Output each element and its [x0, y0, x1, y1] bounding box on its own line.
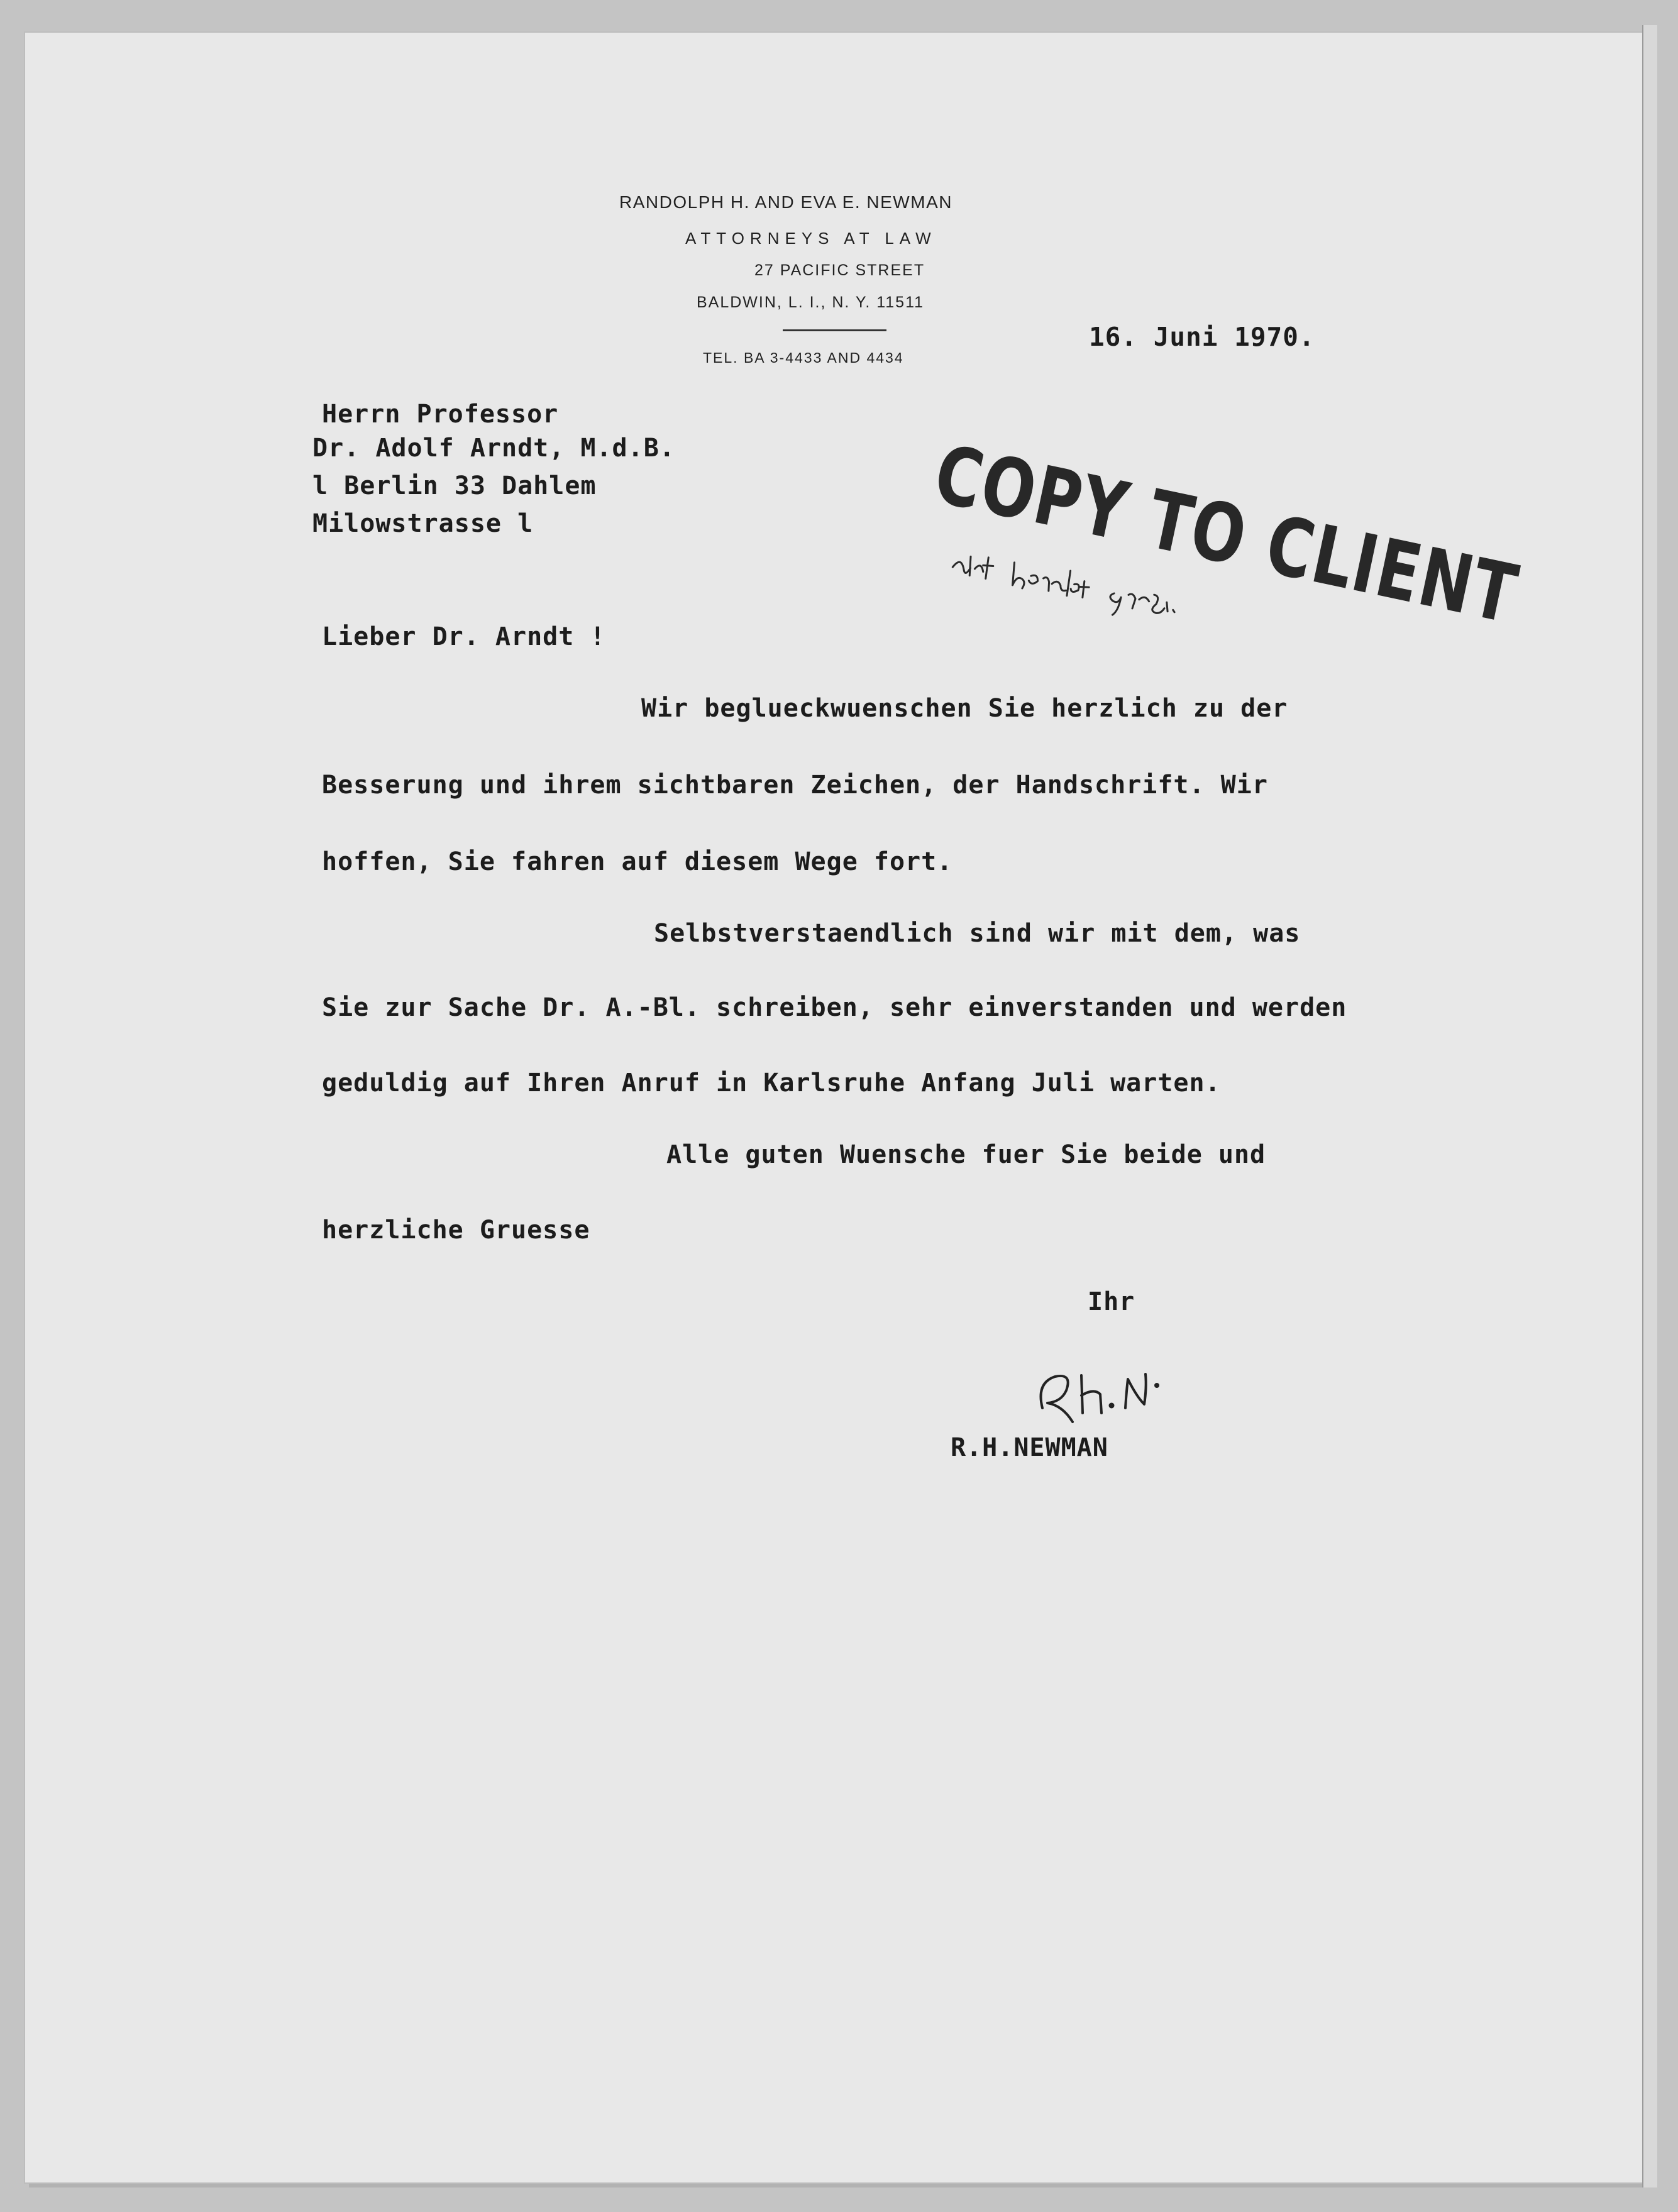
letterhead-divider: [783, 329, 886, 331]
recipient-line-3: l Berlin 33 Dahlem: [312, 471, 597, 500]
recipient-line-1: Herrn Professor: [322, 400, 559, 429]
recipient-line-2: Dr. Adolf Arndt, M.d.B.: [312, 434, 675, 463]
salutation: Lieber Dr. Arndt !: [322, 622, 606, 651]
signatory-name: R.H.NEWMAN: [951, 1433, 1108, 1462]
closing: Ihr: [1088, 1287, 1135, 1316]
body-line-3: hoffen, Sie fahren auf diesem Wege fort.: [322, 847, 953, 876]
letter-date: 16. Juni 1970.: [1089, 322, 1315, 352]
copy-to-client-stamp: COPY TO CLIENT: [927, 427, 1526, 642]
letterhead-phone: TEL. BA 3-4433 AND 4434: [703, 349, 904, 366]
letterhead-city: BALDWIN, L. I., N. Y. 11511: [697, 294, 925, 311]
body-line-1: Wir beglueckwuenschen Sie herzlich zu der: [641, 694, 1288, 723]
page-edge: [1642, 25, 1657, 2187]
body-line-2: Besserung und ihrem sichtbaren Zeichen, der Handschrift. Wir: [322, 771, 1268, 800]
body-line-4: Selbstverstaendlich sind wir mit dem, was: [654, 919, 1301, 948]
recipient-line-4: Milowstrasse l: [312, 509, 534, 538]
body-line-5: Sie zur Sache Dr. A.-Bl. schreiben, sehr einverstanden und werden: [322, 993, 1347, 1022]
letterhead-street: 27 PACIFIC STREET: [754, 261, 925, 279]
body-line-8: herzliche Gruesse: [322, 1216, 590, 1245]
body-line-7: Alle guten Wuensche fuer Sie beide und: [666, 1140, 1266, 1169]
letterhead-name: RANDOLPH H. AND EVA E. NEWMAN: [619, 192, 952, 212]
letterhead-profession: ATTORNEYS AT LAW: [685, 229, 937, 248]
body-line-6: geduldig auf Ihren Anruf in Karlsruhe Anfang Juli warten.: [322, 1069, 1221, 1098]
handwritten-signature: [1031, 1358, 1195, 1427]
